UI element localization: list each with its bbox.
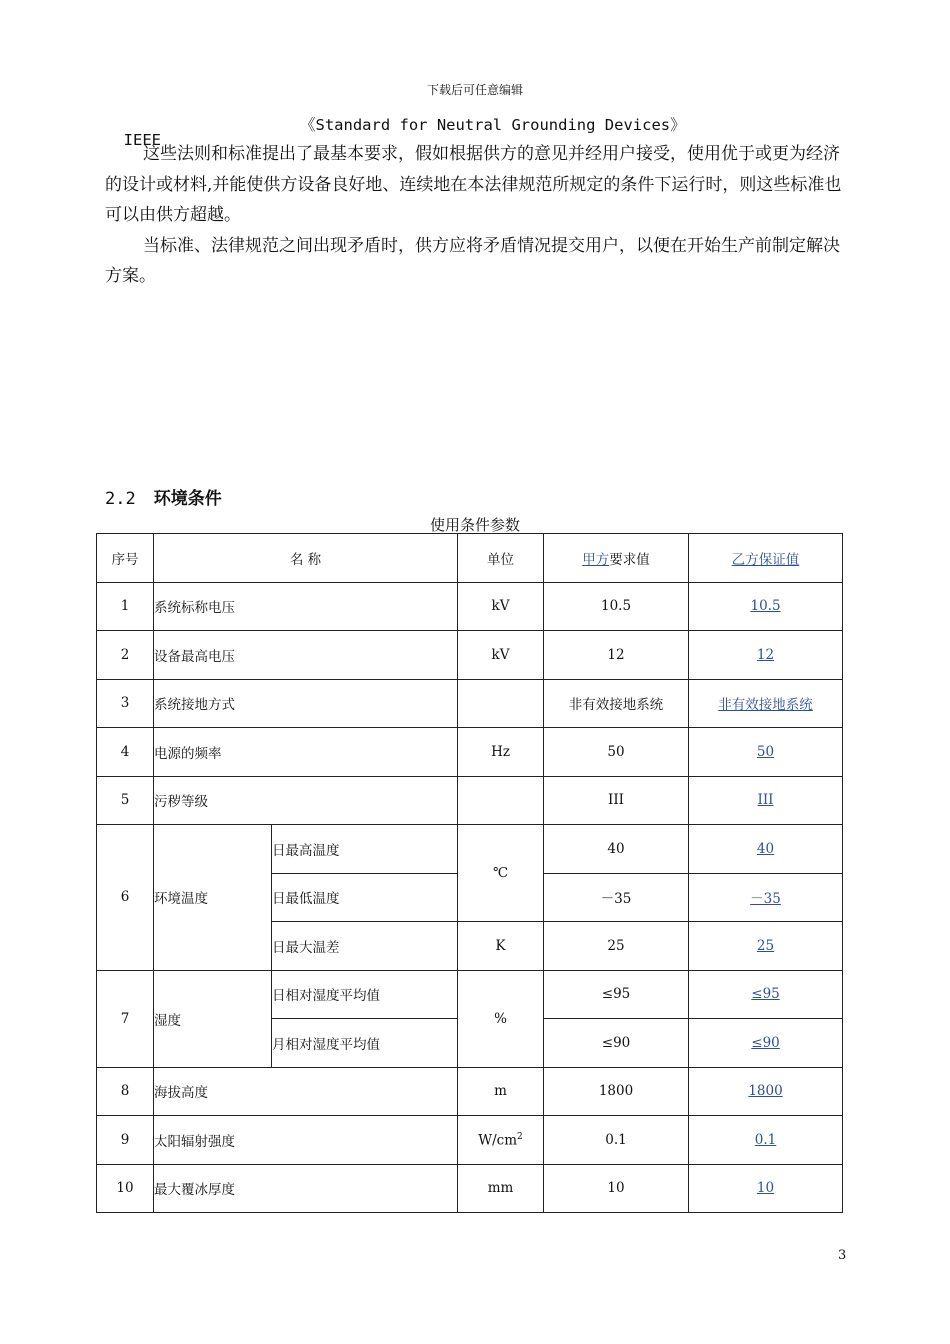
row-unit (458, 679, 544, 728)
row-guaranteed (689, 1164, 843, 1213)
row-seq: 3 (97, 679, 154, 728)
row-name: 系统接地方式 (154, 679, 458, 728)
sub-row-name: 日最大温差 (272, 922, 458, 971)
row-required: III (544, 776, 689, 825)
guaranteed-link[interactable]: 非有效接地系统 (718, 697, 813, 714)
row-required: 10 (544, 1164, 689, 1213)
section-title: 环境条件 (153, 489, 222, 509)
row-name: 太阳辐射强度 (154, 1116, 458, 1165)
row-name: 海拔高度 (154, 1067, 458, 1116)
row-guaranteed (689, 970, 843, 1019)
guaranteed-link[interactable]: 10.5 (750, 598, 781, 615)
paragraph-2: 当标准、法律规范之间出现矛盾时，供方应将矛盾情况提交用户，以便在开始生产前制定解决方案。 (105, 235, 840, 286)
row-unit: m (458, 1067, 544, 1116)
section-heading (105, 484, 222, 509)
row-seq: 10 (97, 1164, 154, 1213)
row-guaranteed (689, 1116, 843, 1165)
row-name: 电源的频率 (154, 728, 458, 777)
standard-org: IEEE (123, 131, 161, 149)
row-unit: % (458, 970, 544, 1067)
header-unit: 单位 (458, 534, 544, 583)
table-header-row (97, 534, 843, 583)
row-unit: K (458, 922, 544, 971)
guaranteed-link[interactable]: 25 (756, 937, 775, 954)
row-name: 系统标称电压 (154, 582, 458, 631)
row-required: 25 (544, 922, 689, 971)
row-required: 0.1 (544, 1116, 689, 1165)
row-required: 10.5 (544, 582, 689, 631)
table-row (97, 582, 843, 631)
row-seq: 2 (97, 631, 154, 680)
table-row (97, 970, 843, 1019)
row-guaranteed (689, 728, 843, 777)
table-row (97, 1116, 843, 1165)
row-required: 1800 (544, 1067, 689, 1116)
guaranteed-link[interactable]: 50 (756, 743, 775, 760)
row-unit (458, 776, 544, 825)
row-seq: 6 (97, 825, 154, 971)
row-guaranteed (689, 1067, 843, 1116)
row-unit: kV (458, 631, 544, 680)
row-guaranteed (689, 873, 843, 922)
row-required: 40 (544, 825, 689, 874)
table-row (97, 1164, 843, 1213)
row-unit: kV (458, 582, 544, 631)
party-a-link[interactable]: 甲方 (582, 551, 610, 568)
guaranteed-link[interactable]: －35 (750, 891, 781, 908)
row-seq: 9 (97, 1116, 154, 1165)
guaranteed-link[interactable]: 10 (756, 1180, 775, 1197)
header-party-a (544, 534, 689, 583)
row-guaranteed (689, 776, 843, 825)
conditions-table (96, 533, 843, 1213)
row-unit: ℃ (458, 825, 544, 922)
row-name: 湿度 (154, 970, 272, 1067)
row-seq: 8 (97, 1067, 154, 1116)
row-seq: 7 (97, 970, 154, 1067)
header-party-b (689, 534, 843, 583)
standard-title: 《Standard for Neutral Grounding Devices》 (300, 116, 686, 134)
table-row (97, 1067, 843, 1116)
table-row (97, 728, 843, 777)
guaranteed-link[interactable]: 0.1 (754, 1131, 777, 1148)
row-guaranteed (689, 631, 843, 680)
unit-base: W/cm (478, 1132, 518, 1148)
guaranteed-link[interactable]: III (757, 792, 774, 809)
guaranteed-link[interactable]: 40 (756, 840, 775, 857)
table-caption: 使用条件参数 (429, 516, 520, 534)
sub-row-name: 日相对湿度平均值 (272, 970, 458, 1019)
party-a-suffix: 要求值 (609, 551, 650, 568)
sub-row-name: 日最高温度 (272, 825, 458, 874)
row-guaranteed (689, 825, 843, 874)
table-row (97, 631, 843, 680)
sub-row-name: 月相对湿度平均值 (272, 1019, 458, 1068)
header-name: 名 称 (154, 534, 458, 583)
party-b-link[interactable]: 乙方保证值 (731, 551, 800, 568)
paragraph-1: 这些法则和标准提出了最基本要求，假如根据供方的意见并经用户接受，使用优于或更为经济的设计或材料,并能使供方设备良好地、连续地在本法律规范所规定的条件下运行时，则这些标准也可以由供方超越。 (105, 144, 842, 225)
row-unit: mm (458, 1164, 544, 1213)
row-name: 环境温度 (154, 825, 272, 971)
row-guaranteed (689, 679, 843, 728)
row-required: 50 (544, 728, 689, 777)
sub-row-name: 日最低温度 (272, 873, 458, 922)
table-row (97, 679, 843, 728)
table-row (97, 776, 843, 825)
row-required: ≤90 (544, 1019, 689, 1068)
guaranteed-link[interactable]: ≤90 (751, 1034, 780, 1051)
row-name: 最大覆冰厚度 (154, 1164, 458, 1213)
guaranteed-link[interactable]: ≤95 (751, 986, 780, 1003)
table-row (97, 825, 843, 874)
row-seq: 4 (97, 728, 154, 777)
body-text (105, 139, 845, 292)
row-unit: Hz (458, 728, 544, 777)
row-name: 污秽等级 (154, 776, 458, 825)
guaranteed-link[interactable]: 1800 (748, 1083, 783, 1100)
row-required: －35 (544, 873, 689, 922)
row-guaranteed (689, 922, 843, 971)
header-seq: 序号 (97, 534, 154, 583)
unit-superscript: 2 (517, 1131, 523, 1142)
row-guaranteed (689, 582, 843, 631)
page-number: 3 (838, 1248, 847, 1263)
page-header: 下载后可任意编辑 (426, 83, 523, 97)
row-seq: 1 (97, 582, 154, 631)
row-required: 非有效接地系统 (544, 679, 689, 728)
row-seq: 5 (97, 776, 154, 825)
section-number: 2.2 (105, 489, 136, 509)
row-required: ≤95 (544, 970, 689, 1019)
guaranteed-link[interactable]: 12 (756, 646, 775, 663)
row-unit (458, 1116, 544, 1165)
row-required: 12 (544, 631, 689, 680)
row-name: 设备最高电压 (154, 631, 458, 680)
row-guaranteed (689, 1019, 843, 1068)
